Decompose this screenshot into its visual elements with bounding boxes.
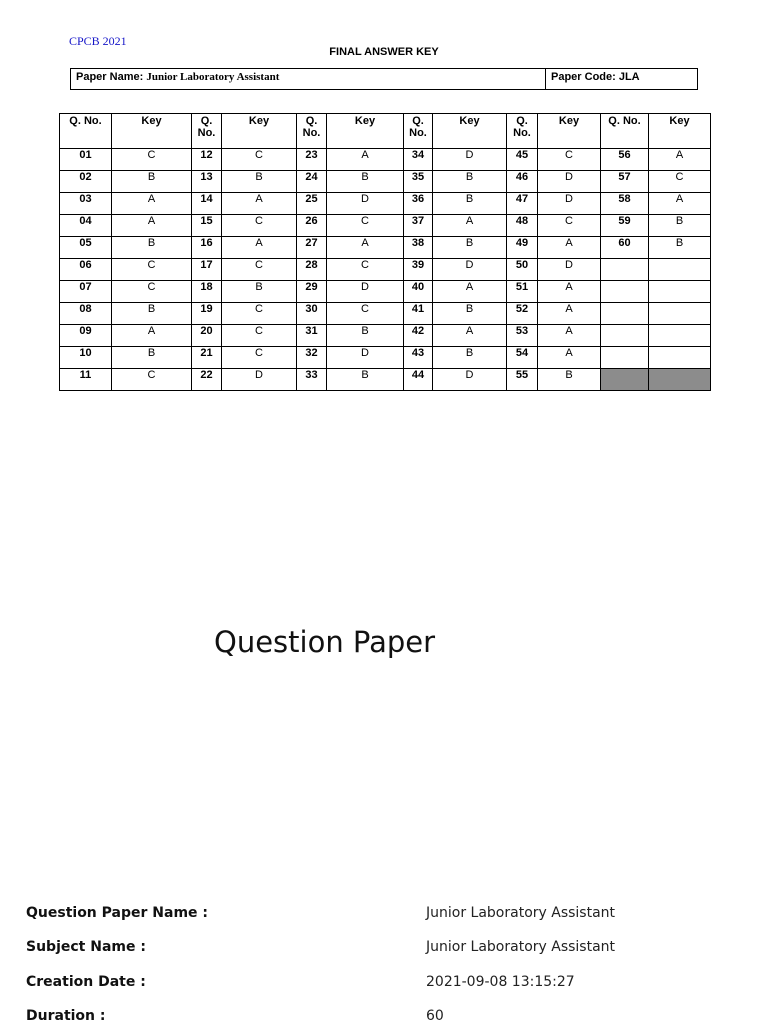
answer-key-cell: A xyxy=(538,237,601,259)
answer-key-cell: C xyxy=(222,259,297,281)
question-number-cell: 51 xyxy=(507,281,538,303)
question-number-cell: 55 xyxy=(507,369,538,391)
answer-key-cell: D xyxy=(327,281,404,303)
info-value: 2021-09-08 13:15:27 xyxy=(426,973,575,990)
question-paper-heading: Question Paper xyxy=(214,625,436,659)
answer-key-cell: B xyxy=(112,303,192,325)
paper-info-box xyxy=(70,68,698,90)
qno-column-header: Q. No. xyxy=(297,114,327,149)
table-row xyxy=(60,303,711,325)
question-number-cell: 54 xyxy=(507,347,538,369)
answer-key-cell: A xyxy=(538,325,601,347)
answer-key-cell: A xyxy=(433,215,507,237)
question-number-cell: 24 xyxy=(297,171,327,193)
question-number-cell: 49 xyxy=(507,237,538,259)
question-number-cell: 18 xyxy=(192,281,222,303)
answer-key-cell xyxy=(649,303,711,325)
answer-key-cell: D xyxy=(327,193,404,215)
table-row xyxy=(60,259,711,281)
question-number-cell: 10 xyxy=(60,347,112,369)
question-number-cell: 43 xyxy=(404,347,433,369)
question-number-cell: 36 xyxy=(404,193,433,215)
question-number-cell: 47 xyxy=(507,193,538,215)
question-number-cell: 06 xyxy=(60,259,112,281)
answer-key-cell: C xyxy=(222,215,297,237)
key-column-header: Key xyxy=(538,114,601,149)
table-row xyxy=(60,237,711,259)
answer-key-cell xyxy=(649,259,711,281)
question-number-cell: 53 xyxy=(507,325,538,347)
answer-key-cell: C xyxy=(112,149,192,171)
answer-key-cell: A xyxy=(538,281,601,303)
answer-table-body xyxy=(60,149,711,391)
question-number-cell: 03 xyxy=(60,193,112,215)
key-column-header: Key xyxy=(112,114,192,149)
question-number-cell: 29 xyxy=(297,281,327,303)
question-number-cell: 19 xyxy=(192,303,222,325)
info-value: Junior Laboratory Assistant xyxy=(426,939,616,956)
question-number-cell: 52 xyxy=(507,303,538,325)
answer-key-cell: D xyxy=(327,347,404,369)
answer-key-cell xyxy=(649,347,711,369)
answer-key-cell: A xyxy=(433,281,507,303)
question-number-cell: 40 xyxy=(404,281,433,303)
answer-key-cell: B xyxy=(112,171,192,193)
answer-key-cell: C xyxy=(222,149,297,171)
question-number-cell: 44 xyxy=(404,369,433,391)
question-number-cell xyxy=(601,369,649,391)
answer-key-cell: C xyxy=(112,369,192,391)
key-column-header: Key xyxy=(327,114,404,149)
qno-column-header: Q. No. xyxy=(404,114,433,149)
organization-label: CPCB 2021 xyxy=(69,34,127,48)
question-number-cell: 32 xyxy=(297,347,327,369)
answer-key-cell: D xyxy=(538,259,601,281)
question-number-cell: 14 xyxy=(192,193,222,215)
answer-key-cell: A xyxy=(327,149,404,171)
answer-key-cell: A xyxy=(222,193,297,215)
question-number-cell: 26 xyxy=(297,215,327,237)
question-number-cell: 21 xyxy=(192,347,222,369)
question-number-cell: 42 xyxy=(404,325,433,347)
answer-key-cell: B xyxy=(327,171,404,193)
answer-table-header-row xyxy=(60,114,711,149)
answer-key-cell: A xyxy=(649,193,711,215)
answer-key-cell: A xyxy=(112,215,192,237)
table-row xyxy=(60,149,711,171)
answer-key-cell: D xyxy=(538,193,601,215)
answer-key-cell: B xyxy=(538,369,601,391)
question-paper-info xyxy=(26,896,746,1033)
document-title: FINAL ANSWER KEY xyxy=(329,46,439,58)
paper-code: Paper Code: JLA xyxy=(551,71,640,83)
question-number-cell: 13 xyxy=(192,171,222,193)
key-column-header: Key xyxy=(433,114,507,149)
answer-key-cell: A xyxy=(538,303,601,325)
answer-key-cell: B xyxy=(433,171,507,193)
question-number-cell: 08 xyxy=(60,303,112,325)
question-number-cell: 58 xyxy=(601,193,649,215)
question-number-cell xyxy=(601,325,649,347)
question-number-cell: 31 xyxy=(297,325,327,347)
answer-key-cell: D xyxy=(433,149,507,171)
info-label: Question Paper Name : xyxy=(26,905,208,922)
question-number-cell: 56 xyxy=(601,149,649,171)
answer-key-cell: C xyxy=(538,149,601,171)
question-number-cell: 20 xyxy=(192,325,222,347)
question-number-cell xyxy=(601,281,649,303)
answer-key-cell: A xyxy=(649,149,711,171)
answer-key-cell: D xyxy=(433,259,507,281)
paper-name-label: Paper Name: xyxy=(76,71,144,83)
info-value: 60 xyxy=(426,1008,444,1025)
qno-column-header: Q. No. xyxy=(601,114,649,149)
answer-key-cell: D xyxy=(433,369,507,391)
answer-key-cell: C xyxy=(222,325,297,347)
question-number-cell: 46 xyxy=(507,171,538,193)
paper-name-cell xyxy=(71,69,546,89)
question-number-cell: 07 xyxy=(60,281,112,303)
answer-key-cell: B xyxy=(433,303,507,325)
question-number-cell: 60 xyxy=(601,237,649,259)
question-number-cell: 27 xyxy=(297,237,327,259)
question-number-cell: 04 xyxy=(60,215,112,237)
question-number-cell: 12 xyxy=(192,149,222,171)
answer-key-cell: B xyxy=(433,237,507,259)
qno-column-header: Q. No. xyxy=(60,114,112,149)
question-number-cell: 05 xyxy=(60,237,112,259)
answer-key-table xyxy=(59,113,711,391)
key-column-header: Key xyxy=(649,114,711,149)
info-value: Junior Laboratory Assistant xyxy=(426,905,616,922)
answer-key-cell: B xyxy=(112,347,192,369)
question-number-cell: 15 xyxy=(192,215,222,237)
question-number-cell: 22 xyxy=(192,369,222,391)
question-number-cell: 45 xyxy=(507,149,538,171)
answer-key-cell: B xyxy=(222,281,297,303)
table-row xyxy=(60,281,711,303)
answer-key-cell xyxy=(649,325,711,347)
answer-key-cell: A xyxy=(112,325,192,347)
question-number-cell: 01 xyxy=(60,149,112,171)
info-row xyxy=(26,896,746,930)
answer-key-cell: D xyxy=(538,171,601,193)
question-number-cell xyxy=(601,347,649,369)
table-row xyxy=(60,171,711,193)
question-number-cell: 57 xyxy=(601,171,649,193)
question-number-cell: 37 xyxy=(404,215,433,237)
answer-key-cell: B xyxy=(327,325,404,347)
answer-key-cell: C xyxy=(112,281,192,303)
question-number-cell: 02 xyxy=(60,171,112,193)
info-row xyxy=(26,965,746,999)
answer-key-cell: A xyxy=(222,237,297,259)
info-label: Duration : xyxy=(26,1008,106,1025)
paper-name-value: Junior Laboratory Assistant xyxy=(146,71,280,83)
answer-key-cell: C xyxy=(327,259,404,281)
qno-column-header: Q. No. xyxy=(507,114,538,149)
question-number-cell: 50 xyxy=(507,259,538,281)
question-number-cell: 09 xyxy=(60,325,112,347)
answer-key-cell: B xyxy=(649,215,711,237)
answer-key-cell: D xyxy=(222,369,297,391)
question-number-cell: 34 xyxy=(404,149,433,171)
answer-key-cell xyxy=(649,369,711,391)
answer-key-cell: C xyxy=(112,259,192,281)
answer-key-cell: B xyxy=(327,369,404,391)
answer-key-cell: A xyxy=(433,325,507,347)
key-column-header: Key xyxy=(222,114,297,149)
question-number-cell: 35 xyxy=(404,171,433,193)
info-row xyxy=(26,999,746,1033)
qno-column-header: Q. No. xyxy=(192,114,222,149)
question-number-cell: 28 xyxy=(297,259,327,281)
question-number-cell: 23 xyxy=(297,149,327,171)
question-number-cell: 38 xyxy=(404,237,433,259)
answer-key-cell: A xyxy=(327,237,404,259)
question-number-cell: 25 xyxy=(297,193,327,215)
answer-key-cell: C xyxy=(222,303,297,325)
answer-key-cell: B xyxy=(433,347,507,369)
question-number-cell: 48 xyxy=(507,215,538,237)
info-label: Subject Name : xyxy=(26,939,146,956)
question-number-cell: 33 xyxy=(297,369,327,391)
info-row xyxy=(26,930,746,964)
info-label: Creation Date : xyxy=(26,973,146,990)
answer-key-cell: C xyxy=(538,215,601,237)
answer-key-cell: C xyxy=(649,171,711,193)
question-number-cell: 59 xyxy=(601,215,649,237)
table-row xyxy=(60,347,711,369)
answer-key-cell: B xyxy=(222,171,297,193)
question-number-cell: 11 xyxy=(60,369,112,391)
question-number-cell: 16 xyxy=(192,237,222,259)
answer-key-cell: B xyxy=(433,193,507,215)
question-number-cell: 39 xyxy=(404,259,433,281)
answer-key-cell: C xyxy=(327,215,404,237)
question-number-cell xyxy=(601,303,649,325)
answer-key-cell xyxy=(649,281,711,303)
answer-key-cell: C xyxy=(327,303,404,325)
question-number-cell: 17 xyxy=(192,259,222,281)
question-number-cell: 41 xyxy=(404,303,433,325)
answer-key-cell: C xyxy=(222,347,297,369)
answer-key-cell: B xyxy=(112,237,192,259)
table-row xyxy=(60,369,711,391)
answer-key-cell: A xyxy=(112,193,192,215)
answer-key-cell: A xyxy=(538,347,601,369)
table-row xyxy=(60,215,711,237)
table-row xyxy=(60,193,711,215)
question-number-cell xyxy=(601,259,649,281)
question-number-cell: 30 xyxy=(297,303,327,325)
table-row xyxy=(60,325,711,347)
answer-key-cell: B xyxy=(649,237,711,259)
